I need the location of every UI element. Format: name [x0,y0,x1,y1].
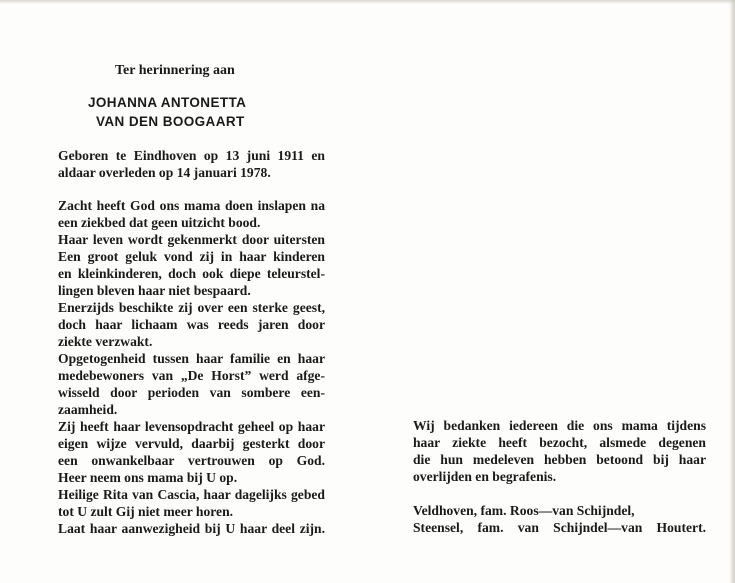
text-line: Geboren te Eindhoven op 13 juni 1911 en [58,148,325,163]
text-line: een onwankelbaar vertrouwen op God. [58,453,325,468]
deceased-name-line-1: JOHANNA ANTONETTA [88,95,247,110]
text-line: en kleinkinderen, doch ook diepe teleurstel- [58,266,325,281]
text-line: tot U zult Gij niet meer horen. [58,504,234,519]
text-line: overlijden en begrafenis. [413,469,557,484]
text-line: Opgetogenheid tussen haar familie en haar [58,351,325,366]
text-line: een ziekbed dat geen uitzicht bood. [58,215,261,230]
text-line: eigen wijze vervuld, daarbij gesterkt door [58,436,325,451]
text-line: Veldhoven, fam. Roos—van Schijndel, [413,503,635,518]
text-line: medebewoners van „De Horst” werd afge- [58,368,325,383]
remembrance-heading: Ter herinnering aan [115,63,235,78]
text-line: Haar leven wordt gekenmerkt door uitersten [58,232,325,247]
family-signature [413,502,706,536]
birth-death-paragraph [58,147,325,181]
text-line: Een groot geluk vond zij in haar kinderen [58,249,325,264]
deceased-name-line-2: VAN DEN BOOGAART [96,114,245,129]
text-line: Zacht heeft God ons mama doen inslapen na [58,198,325,213]
thanks-paragraph [413,417,706,485]
text-line: haar ziekte heeft bezocht, alsmede degenen [413,435,706,450]
text-line: lingen bleven haar niet bespaard. [58,283,251,298]
text-line: Heilige Rita van Cascia, haar dagelijks gebed [58,487,325,502]
text-line: die hun medeleven hebben betoond bij haar [413,452,706,467]
text-line: Steensel, fam. van Schijndel—van Houtert. [413,520,706,535]
paper-edge-top [0,0,735,4]
text-line: wisseld door perioden van sombere een- [58,385,325,400]
tribute-text [58,197,325,537]
text-line: Heer neem ons mama bij U op. [58,470,238,485]
text-line: Laat haar aanwezigheid bij U haar deel zijn. [58,521,325,536]
text-line: Wij bedanken iedereen die ons mama tijdens [413,418,706,433]
text-line: aldaar overleden op 14 januari 1978. [58,165,271,180]
paper-edge-right [729,0,735,583]
text-line: doch haar lichaam was reeds jaren door [58,317,325,332]
text-line: ziekte verzwakt. [58,334,153,349]
text-line: Zij heeft haar levensopdracht geheel op haar [58,419,325,434]
text-line: Enerzijds beschikte zij over een sterke geest, [58,300,325,315]
text-line: zaamheid. [58,402,118,417]
